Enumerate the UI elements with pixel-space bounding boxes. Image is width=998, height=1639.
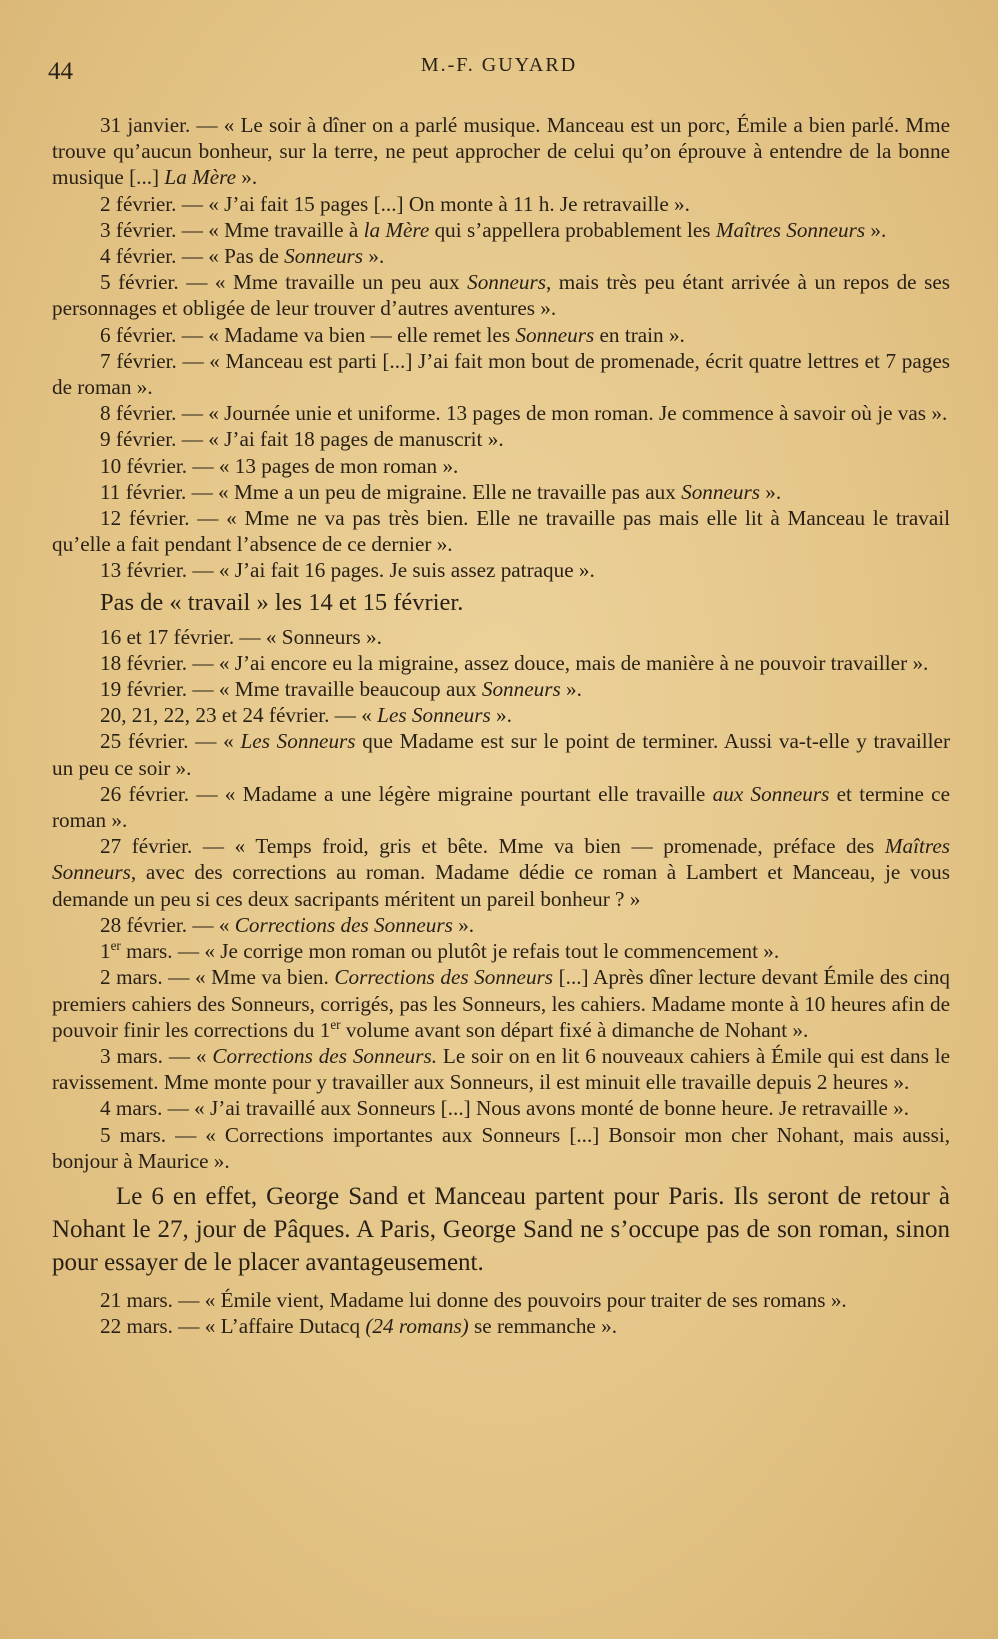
text-run: 25 février. — « bbox=[100, 729, 241, 754]
text-run: 28 février. — « bbox=[100, 912, 235, 937]
body-text bbox=[52, 112, 950, 1339]
diary-entry bbox=[52, 624, 950, 650]
text-run: 12 février. — « Mme ne va pas très bien. Elle ne travaille pas mais elle lit à Manceau le travail qu’elle a fait pendant l’absence de ce dernier ». bbox=[52, 506, 950, 557]
text-run: 1 bbox=[100, 939, 111, 964]
text-run: ». bbox=[865, 217, 887, 242]
text-run: 20, 21, 22, 23 et 24 février. — « bbox=[100, 703, 378, 728]
text-run: se remmanche ». bbox=[468, 1314, 618, 1339]
text-run: , avec des corrections au roman. Madame dédie ce roman à Lambert et Manceau, je vous demande un peu si ces deux sacripants méritent un pareil bonheur ? » bbox=[52, 860, 950, 911]
diary-entry bbox=[52, 191, 950, 217]
text-run: 16 et 17 février. — « Sonneurs ». bbox=[100, 624, 382, 649]
diary-entry bbox=[52, 650, 950, 676]
diary-entry bbox=[52, 322, 950, 348]
diary-entry bbox=[52, 243, 950, 269]
narrative-paragraph bbox=[52, 1180, 950, 1279]
text-run: 18 février. — « J’ai encore eu la migraine, assez douce, mais de manière à ne pouvoir travailler ». bbox=[100, 650, 929, 675]
italic-text: Maîtres Sonneurs bbox=[715, 217, 866, 242]
text-run: 19 février. — « Mme travaille beaucoup aux bbox=[100, 677, 482, 702]
text-run: [...] Après dîner lecture devant Émile des cinq premiers cahiers des Sonneurs, corrigés, pas les Sonneurs, les cahiers. Madame monte à 10 heures afin de pouvoir finir les corrections du 1 bbox=[52, 965, 950, 1042]
text-run: 9 février. — « J’ai fait 18 pages de manuscrit ». bbox=[100, 427, 504, 452]
text-run: 11 février. — « Mme a un peu de migraine. Elle ne travaille pas aux bbox=[100, 479, 682, 504]
text-run: 3 mars. — « bbox=[100, 1043, 213, 1068]
diary-entry bbox=[52, 505, 950, 557]
text-run: en train ». bbox=[594, 322, 685, 347]
italic-text: Sonneurs bbox=[515, 322, 595, 347]
diary-entry bbox=[52, 1095, 950, 1121]
italic-text: Sonneurs bbox=[681, 479, 760, 504]
italic-text: (24 romans) bbox=[365, 1314, 469, 1339]
text-run: , mais très peu étant arrivée à un repos de ses personnages et obligée de leur trouver d’autres aventures ». bbox=[52, 270, 950, 321]
diary-entry bbox=[52, 217, 950, 243]
text-run: ». bbox=[560, 677, 582, 702]
italic-text: Maîtres Sonneurs bbox=[52, 834, 950, 885]
text-run: 27 février. — « Temps froid, gris et bête. Mme va bien — promenade, préface des bbox=[100, 834, 885, 859]
italic-text: Les Sonneurs bbox=[240, 729, 356, 754]
text-run: 6 février. — « Madame va bien — elle remet les bbox=[100, 322, 516, 347]
running-head bbox=[48, 52, 950, 92]
italic-text: La Mère bbox=[164, 165, 236, 190]
text-run: 7 février. — « Manceau est parti [...] J’ai fait mon bout de promenade, écrit quatre lettres et 7 pages de roman ». bbox=[52, 348, 950, 400]
text-run: mars. — « Je corrige mon roman ou plutôt je refais tout le commencement ». bbox=[120, 939, 780, 964]
text-run: ». bbox=[759, 479, 782, 504]
text-run: qui s’appellera probablement les bbox=[429, 217, 716, 242]
text-run: que Madame est sur le point de terminer. Aussi va-t-elle y travailler un peu ce soir ». bbox=[52, 729, 951, 780]
diary-entry bbox=[52, 833, 950, 912]
diary-entry bbox=[52, 1287, 950, 1313]
text-run: ». bbox=[490, 703, 512, 728]
superscript: er bbox=[330, 1016, 341, 1032]
text-run: 4 mars. — « J’ai travaillé aux Sonneurs [...] Nous avons monté de bonne heure. Je retravaille ». bbox=[100, 1096, 910, 1121]
text-run: 26 février. — « Madame a une légère migraine pourtant elle travaille bbox=[100, 781, 713, 806]
italic-text: la Mère bbox=[363, 217, 430, 242]
diary-entry bbox=[52, 728, 950, 780]
text-run: 22 mars. — « L’affaire Dutacq bbox=[100, 1314, 366, 1339]
diary-entry bbox=[52, 479, 950, 505]
italic-text: Les Sonneurs bbox=[377, 703, 491, 728]
italic-text: Sonneurs bbox=[284, 244, 364, 269]
italic-text: Corrections des Sonneurs bbox=[234, 912, 453, 937]
text-run: ». bbox=[363, 244, 385, 269]
text-run: Pas de « travail » les 14 et 15 février. bbox=[100, 588, 464, 616]
running-title: M.-F. GUYARD bbox=[420, 54, 578, 76]
italic-text: Sonneurs bbox=[467, 270, 546, 295]
text-run: 2 février. — « J’ai fait 15 pages [...] On monte à 11 h. Je retravaille ». bbox=[100, 191, 690, 216]
text-run: ». bbox=[236, 165, 258, 190]
text-run: Le 6 en effet, George Sand et Manceau partent pour Paris. Ils seront de retour à Nohant le 27, jour de Pâques. A Paris, George Sand ne s’occupe pas de son roman, sinon pour essayer de le placer avantageusement. bbox=[52, 1182, 950, 1276]
diary-entry bbox=[52, 676, 950, 702]
italic-text: Corrections des Sonneurs. bbox=[212, 1043, 437, 1068]
diary-entry bbox=[52, 938, 950, 964]
text-run: 5 février. — « Mme travaille un peu aux bbox=[100, 270, 468, 295]
diary-entry bbox=[52, 112, 950, 191]
diary-entry bbox=[52, 1043, 950, 1095]
text-run: 13 février. — « J’ai fait 16 pages. Je suis assez patraque ». bbox=[100, 558, 595, 583]
text-run: 2 mars. — « Mme va bien. bbox=[100, 965, 335, 990]
superscript: er bbox=[110, 938, 121, 954]
text-run: 10 février. — « 13 pages de mon roman ». bbox=[100, 453, 459, 478]
italic-text: aux Sonneurs bbox=[712, 781, 830, 806]
narrative-paragraph bbox=[52, 587, 950, 619]
italic-text: Corrections des Sonneurs bbox=[334, 965, 554, 990]
diary-entry bbox=[52, 453, 950, 479]
diary-entry bbox=[52, 400, 950, 426]
diary-entry bbox=[52, 702, 950, 728]
diary-entry bbox=[52, 1122, 950, 1174]
italic-text: Sonneurs bbox=[481, 677, 561, 702]
text-run: 31 janvier. — « Le soir à dîner on a parlé musique. Manceau est un porc, Émile a bien parlé. Mme trouve qu’aucun bonheur, sur la terre, ne peut approcher de celui qu’on éprouve à entendre de la bonne musique [...] bbox=[52, 113, 950, 190]
diary-entry bbox=[52, 426, 950, 452]
text-run: ». bbox=[452, 912, 475, 937]
text-run: 8 février. — « Journée unie et uniforme. 13 pages de mon roman. Je commence à savoir où je vas ». bbox=[100, 401, 948, 426]
diary-entry bbox=[52, 781, 950, 833]
diary-entry bbox=[52, 348, 950, 400]
diary-entry bbox=[52, 557, 950, 583]
text-run: et termine ce roman ». bbox=[52, 781, 950, 833]
diary-entry bbox=[52, 964, 950, 1043]
diary-entry bbox=[52, 1313, 950, 1339]
diary-entry bbox=[52, 269, 950, 321]
text-run: 21 mars. — « Émile vient, Madame lui donne des pouvoirs pour traiter de ses romans ». bbox=[100, 1287, 847, 1312]
text-run: 5 mars. — « Corrections importantes aux Sonneurs [...] Bonsoir mon cher Nohant, mais aussi, bonjour à Maurice ». bbox=[52, 1122, 950, 1173]
page-number: 44 bbox=[48, 58, 73, 85]
text-run: 3 février. — « Mme travaille à bbox=[100, 217, 364, 242]
text-run: Le soir on en lit 6 nouveaux cahiers à Émile qui est dans le ravissement. Mme monte pour y travailler aux Sonneurs, il est minuit elle travaille depuis 2 heures ». bbox=[52, 1043, 950, 1095]
text-run: volume avant son départ fixé à dimanche de Nohant ». bbox=[340, 1017, 809, 1042]
text-run: 4 février. — « Pas de bbox=[100, 244, 285, 269]
diary-entry bbox=[52, 912, 950, 938]
